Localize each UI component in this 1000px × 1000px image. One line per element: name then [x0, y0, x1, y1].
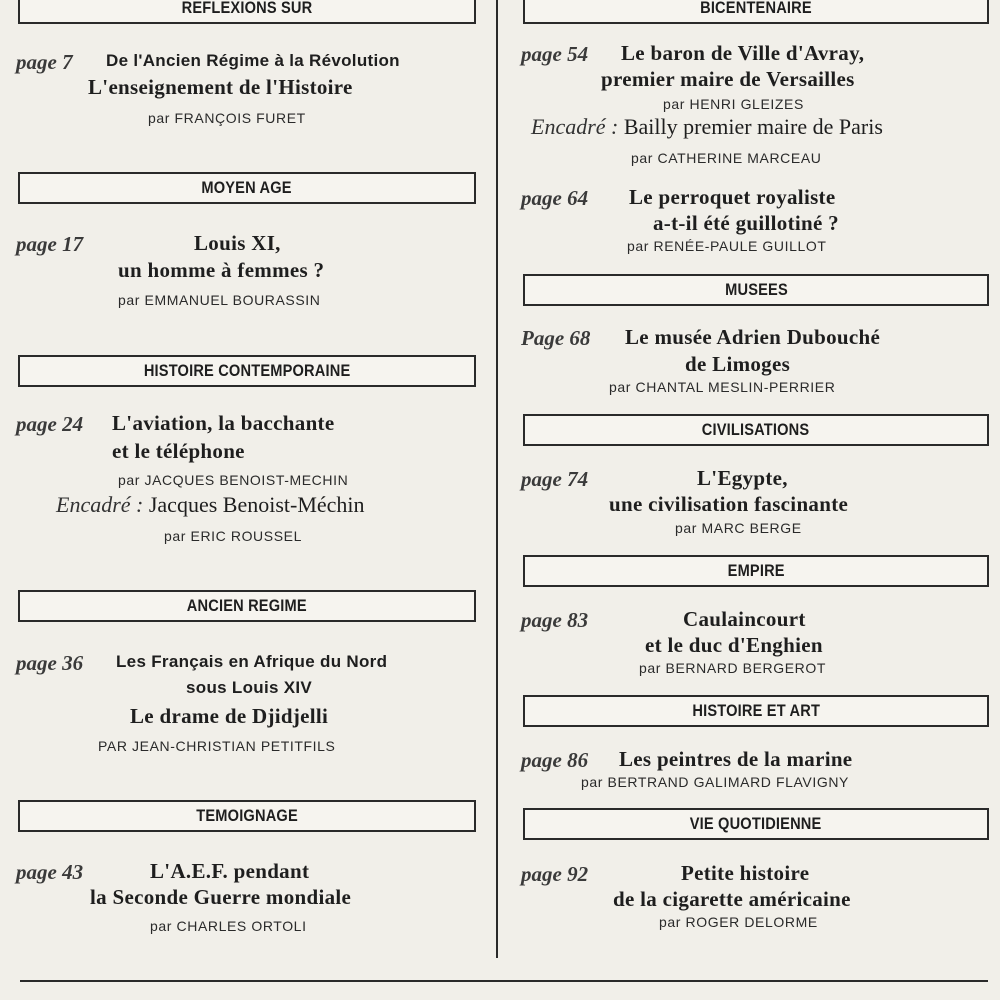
- page-number: page 36: [16, 651, 84, 675]
- article-title: Louis XI,: [194, 231, 281, 255]
- section-header-vie-quotidienne: VIE QUOTIDIENNE: [523, 808, 989, 840]
- section-header-histoire-et-art: HISTOIRE ET ART: [523, 695, 989, 727]
- article-author: par FRANÇOIS FURET: [148, 110, 306, 126]
- article-title: Le musée Adrien Dubouché: [625, 325, 881, 349]
- article-author: par EMMANUEL BOURASSIN: [118, 292, 321, 308]
- section-header-moyen-age: MOYEN AGE: [18, 172, 476, 204]
- page-number: page 24: [16, 412, 84, 436]
- encadre-author: par ERIC ROUSSEL: [164, 528, 302, 544]
- article-title: un homme à femmes ?: [118, 258, 325, 282]
- page-number: page 43: [16, 860, 84, 884]
- article-title: Le perroquet royaliste: [629, 185, 836, 209]
- page-number: page 7: [16, 50, 73, 74]
- bottom-rule: [20, 980, 988, 982]
- article-author: PAR JEAN-CHRISTIAN PETITFILS: [98, 738, 336, 754]
- article-title: L'A.E.F. pendant: [150, 859, 310, 883]
- page-number: page 83: [521, 608, 589, 632]
- article-title: Le drame de Djidjelli: [130, 704, 329, 728]
- article-title: Petite histoire: [681, 861, 810, 885]
- encadre-title: Jacques Benoist-Méchin: [148, 492, 365, 517]
- page-number: page 17: [16, 232, 84, 256]
- article-title: premier maire de Versailles: [601, 67, 855, 91]
- article-title: L'Egypte,: [697, 466, 788, 490]
- article-author: par BERNARD BERGEROT: [639, 660, 827, 676]
- article-title: L'aviation, la bacchante: [112, 411, 335, 435]
- section-header-histoire-contemporaine: HISTOIRE CONTEMPORAINE: [18, 355, 476, 387]
- article-title: a-t-il été guillotiné ?: [653, 211, 839, 235]
- section-header-temoignage: TEMOIGNAGE: [18, 800, 476, 832]
- article-author: par CHANTAL MESLIN-PERRIER: [609, 379, 836, 395]
- page-number: Page 68: [521, 326, 591, 350]
- article-subtitle: Les Français en Afrique du Nord: [116, 652, 388, 671]
- article-title: de Limoges: [685, 352, 791, 376]
- section-header-musees: MUSEES: [523, 274, 989, 306]
- article-title: L'enseignement de l'Histoire: [88, 75, 353, 99]
- encadre-label: Encadré :: [56, 492, 144, 517]
- article-title: Les peintres de la marine: [619, 747, 853, 771]
- encadre-author: par CATHERINE MARCEAU: [631, 150, 822, 166]
- page-number: page 92: [521, 862, 589, 886]
- column-divider: [496, 0, 498, 958]
- article-author: par MARC BERGE: [675, 520, 802, 536]
- article-title: Caulaincourt: [683, 607, 806, 631]
- encadre: [531, 114, 883, 140]
- article-title: une civilisation fascinante: [609, 492, 849, 516]
- encadre: [56, 492, 365, 518]
- article-subtitle: De l'Ancien Régime à la Révolution: [106, 51, 400, 70]
- article-title: de la cigarette américaine: [613, 887, 851, 911]
- section-header-bicentenaire: BICENTENAIRE: [523, 0, 989, 24]
- encadre-label: Encadré :: [531, 114, 619, 139]
- article-author: par HENRI GLEIZES: [663, 96, 804, 112]
- section-header-reflexions: REFLEXIONS SUR: [18, 0, 476, 24]
- page-number: page 64: [521, 186, 589, 210]
- article-author: par RENÉE-PAULE GUILLOT: [627, 238, 827, 254]
- page-number: page 74: [521, 467, 589, 491]
- article-subtitle: sous Louis XIV: [186, 678, 313, 697]
- page-number: page 54: [521, 42, 589, 66]
- article-author: par CHARLES ORTOLI: [150, 918, 307, 934]
- page-number: page 86: [521, 748, 589, 772]
- article-title: Le baron de Ville d'Avray,: [621, 41, 865, 65]
- article-author: par BERTRAND GALIMARD FLAVIGNY: [581, 774, 849, 790]
- section-header-ancien-regime: ANCIEN REGIME: [18, 590, 476, 622]
- article-title: et le téléphone: [112, 439, 245, 463]
- article-title: et le duc d'Enghien: [645, 633, 823, 657]
- encadre-title: Bailly premier maire de Paris: [623, 114, 883, 139]
- article-author: par JACQUES BENOIST-MECHIN: [118, 472, 349, 488]
- section-header-empire: EMPIRE: [523, 555, 989, 587]
- article-title: la Seconde Guerre mondiale: [90, 885, 352, 909]
- section-header-civilisations: CIVILISATIONS: [523, 414, 989, 446]
- article-author: par ROGER DELORME: [659, 914, 818, 930]
